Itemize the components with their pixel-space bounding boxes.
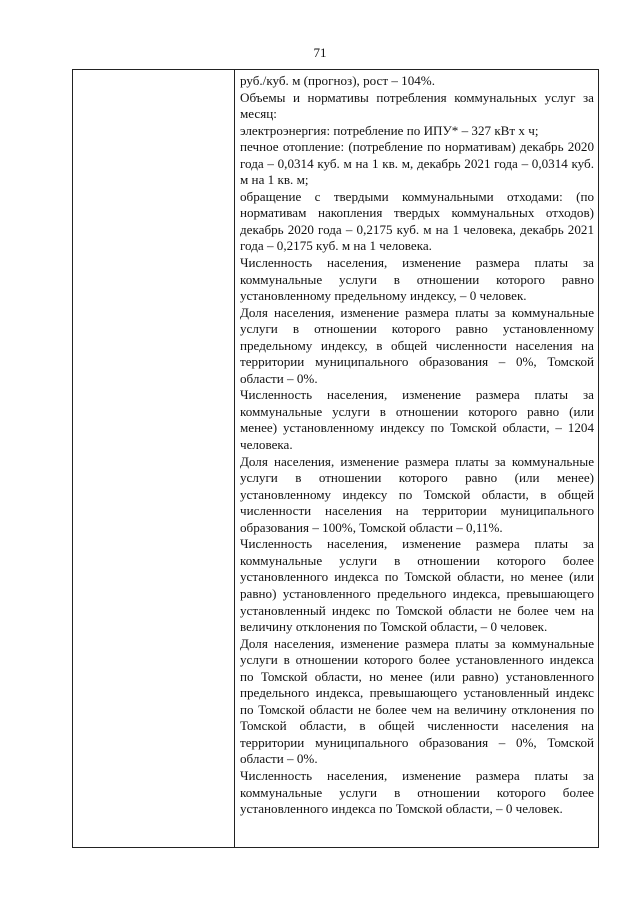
paragraph: Доля населения, изменение размера платы за коммунальные услуги в отношении которого более установленного индекса по Томской области, но менее (или равно) установленного предельного индекса, превышающего установленный индекс по Томской области не более чем на величину отклонения по Томской области, в общей численности населения на территории муниципального образования – 0%, Томской области – 0%. <box>240 635 594 767</box>
paragraph: Численность населения, изменение размера платы за коммунальные услуги в отношении которого более установленного индекса по Томской области, но менее (или равно) установленного предельного индекса, превышающего установленный индекс по Томской области не более чем на величину отклонения по Томской области, – 0 человек. <box>240 536 594 635</box>
table-text-cell <box>240 73 594 818</box>
paragraph: электроэнергия: потребление по ИПУ* – 327 кВт х ч; <box>240 122 539 138</box>
paragraph: обращение с твердыми коммунальными отходами: (по нормативам накопления твердых коммунальных отходов) декабрь 2020 года – 0,2175 куб. м на 1 человека, декабрь 2021 года – 0,2175 куб. м на 1 человека. <box>240 188 594 254</box>
paragraph: руб./куб. м (прогноз), рост – 104%. <box>240 73 435 88</box>
paragraph: Численность населения, изменение размера платы за коммунальные услуги в отношении которого равно (или менее) установленному индексу по Томской области, – 1204 человека. <box>240 387 594 453</box>
paragraph: Объемы и нормативы потребления коммунальных услуг за месяц: <box>240 89 594 122</box>
document-table <box>72 69 599 848</box>
paragraph: Численность населения, изменение размера платы за коммунальные услуги в отношении которого равно установленному предельному индексу, – 0 человек. <box>240 255 594 304</box>
paragraph: Численность населения, изменение размера платы за коммунальные услуги в отношении которого более установленного индекса по Томской области, – 0 человек. <box>240 767 594 817</box>
paragraph: Доля населения, изменение размера платы за коммунальные услуги в отношении которого равно (или менее) установленному индексу по Томской области, в общей численности населения на территории муниципального образования – 100%, Томской области – 0,11%. <box>240 453 594 535</box>
paragraph: Доля населения, изменение размера платы за коммунальные услуги в отношении которого равно установленному предельному индексу, в общей численности населения на территории муниципального образования – 0%, Томской области – 0%. <box>240 304 594 386</box>
page-number: 71 <box>313 45 327 60</box>
column-divider <box>234 70 235 847</box>
paragraph: печное отопление: (потребление по нормативам) декабрь 2020 года – 0,0314 куб. м на 1 кв. м, декабрь 2021 года – 0,0314 куб. м на 1 кв. м; <box>240 139 594 188</box>
